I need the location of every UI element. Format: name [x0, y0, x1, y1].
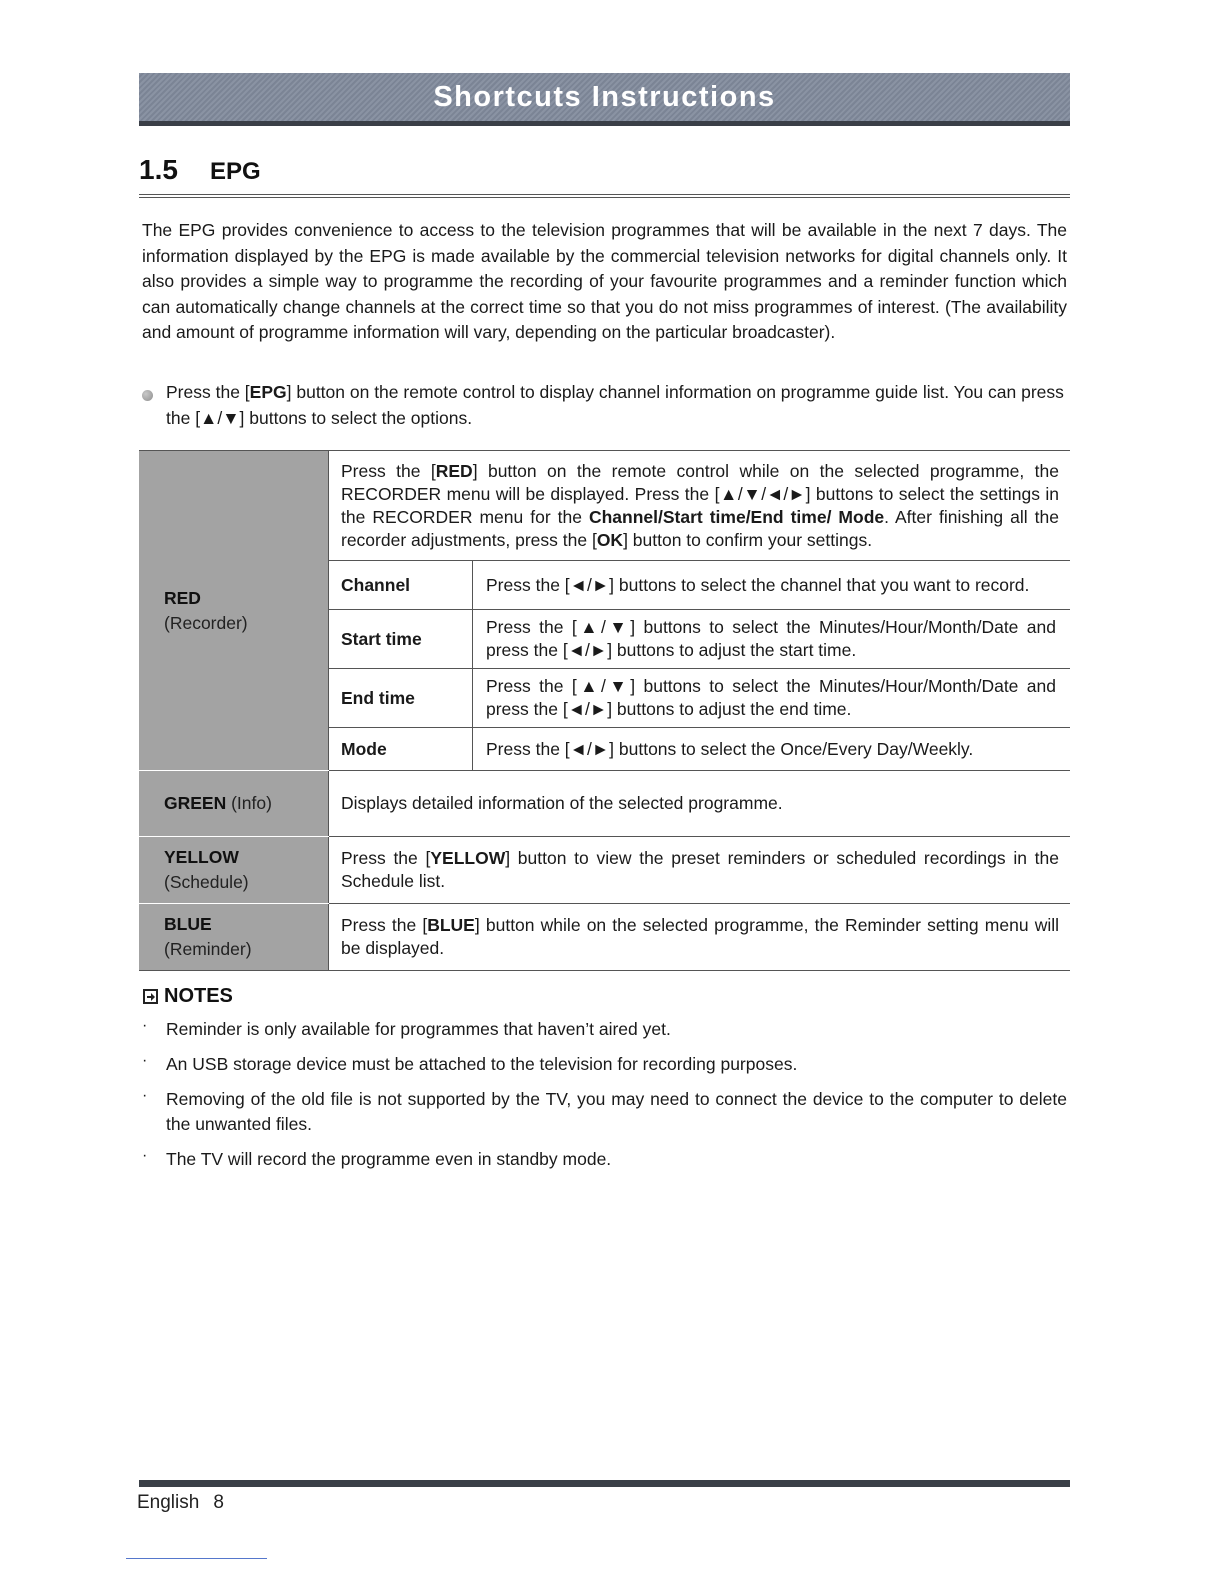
bottom-divider	[126, 1558, 267, 1559]
blue-key-sub: (Reminder)	[164, 939, 252, 959]
section-title: EPG	[210, 158, 261, 185]
blue-description: Press the [BLUE] button while on the selected programme, the Reminder setting menu will be displayed.	[329, 904, 1071, 971]
green-key-sub: (Info)	[226, 793, 272, 813]
green-description: Displays detailed information of the selected programme.	[329, 771, 1071, 837]
footer-language: English	[137, 1492, 200, 1513]
page-number: 8	[213, 1492, 224, 1513]
list-item: · The TV will record the programme even in standby mode.	[142, 1147, 1067, 1172]
table-row	[139, 771, 1070, 837]
epg-bullet	[142, 380, 1067, 431]
table-row	[139, 904, 1070, 971]
yellow-key-cell	[139, 837, 329, 904]
green-key-cell	[139, 771, 329, 837]
recorder-setting-desc: Press the [◄/►] buttons to select the channel that you want to record.	[473, 561, 1071, 610]
recorder-setting-name: Mode	[329, 728, 473, 771]
epg-key: EPG	[249, 382, 287, 402]
recorder-setting-name: Start time	[329, 610, 473, 669]
section-heading	[139, 154, 1070, 198]
intro-paragraph: The EPG provides convenience to access to the television programmes that will be available in the next 7 days. The information displayed by the EPG is made available by the commercial television networks for digital channels only. It also provides a simple way to programme the recording of your favourite programmes and a reminder function which can automatically change channels at the correct time so that you do not miss programmes of interest. (The availability and amount of programme information will vary, depending on the particular broadcaster).	[142, 220, 1067, 342]
red-key-sub: (Recorder)	[164, 612, 248, 633]
red-description: Press the [RED] button on the remote control while on the selected programme, the RECORDER menu will be displayed. Press the [▲/▼/◄/►] buttons to select the settings in the RECORDER menu for the Channel/Start time/End time/ Mode. After finishing all the recorder adjustments, press the [OK] button to confirm your settings.	[329, 451, 1071, 561]
yellow-key-sub: (Schedule)	[164, 872, 249, 892]
table-row	[139, 837, 1070, 904]
bullet-dot-icon	[142, 390, 153, 401]
green-key-label: GREEN	[164, 793, 227, 813]
list-item: · Removing of the old file is not supported by the TV, you may need to connect the device to the computer to delete the unwanted files.	[142, 1087, 1067, 1137]
list-item: · Reminder is only available for programmes that haven’t aired yet.	[142, 1017, 1067, 1042]
yellow-description: Press the [YELLOW] button to view the preset reminders or scheduled recordings in the Schedule list.	[329, 837, 1071, 904]
recorder-setting-name: End time	[329, 669, 473, 728]
notes-icon	[143, 989, 158, 1004]
header-rule	[139, 121, 1070, 126]
recorder-setting-desc: Press the [◄/►] buttons to select the Once/Every Day/Weekly.	[473, 728, 1071, 771]
color-keys-table	[139, 450, 1070, 971]
recorder-setting-name: Channel	[329, 561, 473, 610]
red-key-label: RED	[164, 587, 201, 608]
footer	[137, 1492, 224, 1514]
recorder-setting-desc: Press the [▲/▼] buttons to select the Minutes/Hour/Month/Date and press the [◄/►] buttons to adjust the end time.	[473, 669, 1071, 728]
header-title: Shortcuts Instructions	[433, 80, 776, 113]
recorder-setting-desc: Press the [▲/▼] buttons to select the Minutes/Hour/Month/Date and press the [◄/►] buttons to adjust the start time.	[473, 610, 1071, 669]
red-key-cell	[139, 451, 329, 771]
footer-rule	[139, 1480, 1070, 1487]
yellow-key-label: YELLOW	[164, 847, 239, 867]
header-banner	[139, 73, 1070, 121]
bullet-text: Press the [EPG] button on the remote control to display channel information on programme guide list. You can press the [▲/▼] buttons to select the options.	[166, 382, 1064, 428]
notes-heading	[143, 985, 233, 1008]
blue-key-cell	[139, 904, 329, 971]
blue-key-label: BLUE	[164, 914, 212, 934]
notes-title: NOTES	[164, 985, 233, 1007]
section-number: 1.5	[139, 154, 178, 185]
notes-list	[142, 1017, 1067, 1182]
list-item: · An USB storage device must be attached to the television for recording purposes.	[142, 1052, 1067, 1077]
